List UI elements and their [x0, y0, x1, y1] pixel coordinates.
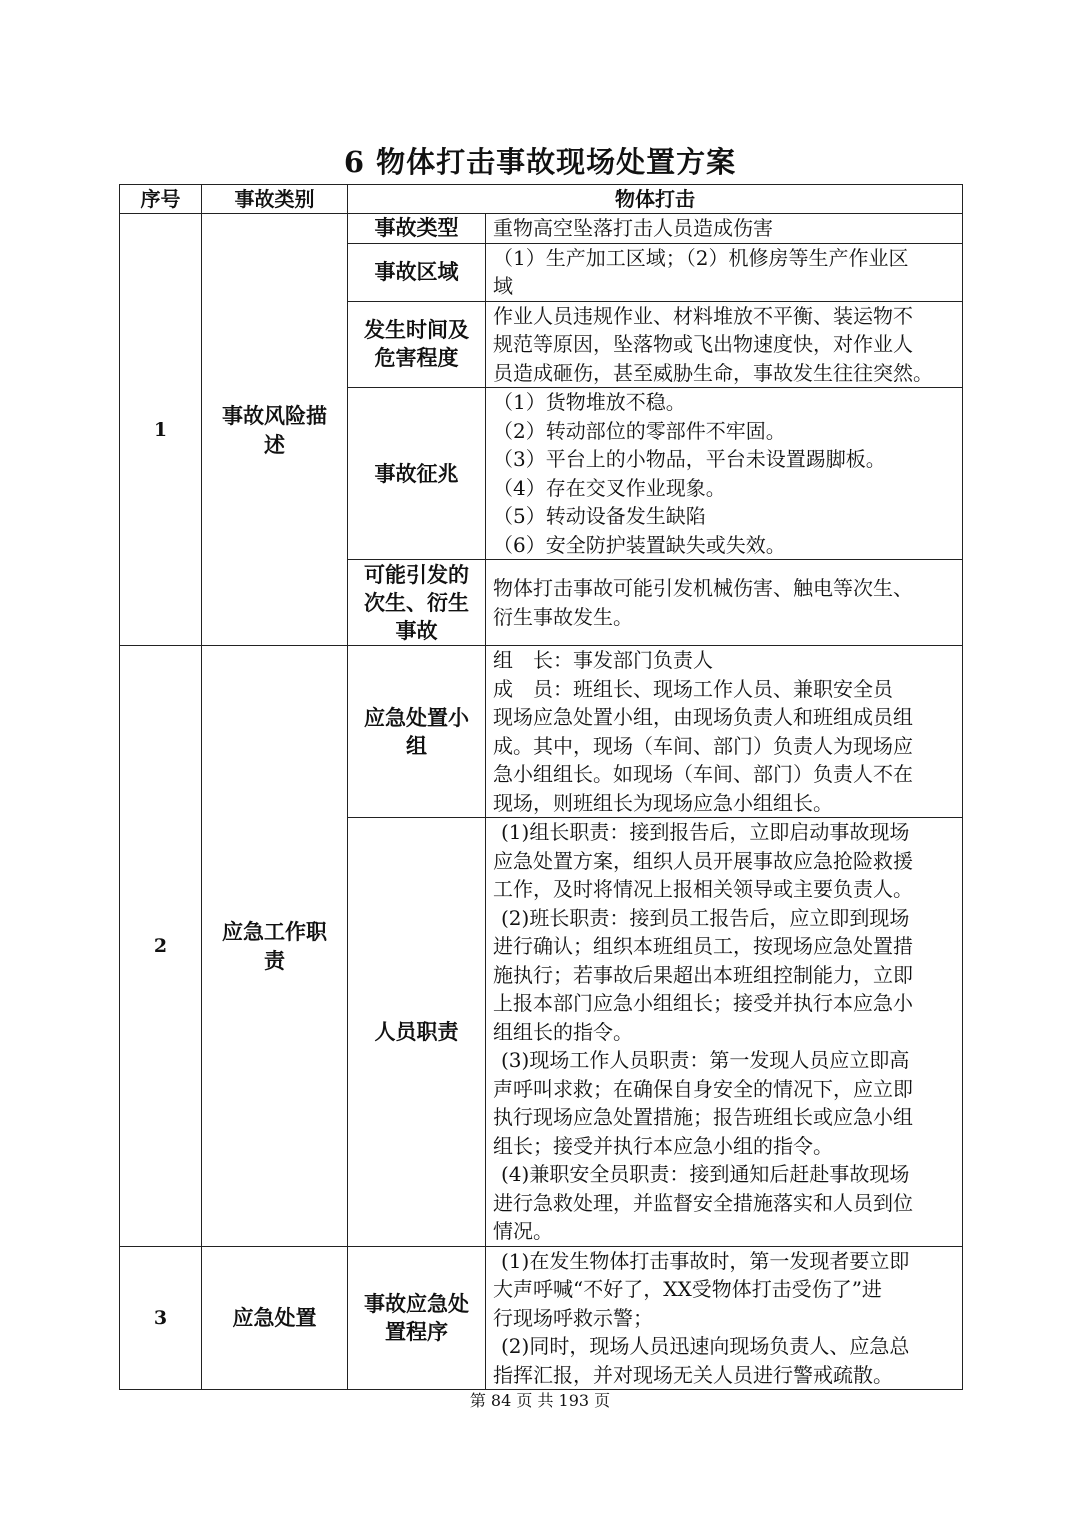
- content-line: 衍生事故发生。: [493, 604, 633, 629]
- page-footer: 第 84 页 共 193 页: [469, 1391, 611, 1410]
- content-line: (4)兼职安全员职责：接到通知后赶赴事故现场: [501, 1162, 910, 1186]
- section-category: 事故风险描述: [202, 214, 348, 646]
- section-category: 应急工作职责: [202, 646, 348, 1247]
- row-content: [486, 1246, 963, 1390]
- row-label: 发生时间及危害程度: [348, 301, 486, 388]
- content-line: 应急处置方案，组织人员开展事故应急抢险救援: [493, 848, 913, 873]
- content-line: 急小组组长。如现场（车间、部门）负责人不在: [493, 762, 913, 786]
- content-line: 组长；接受并执行本应急小组的指令。: [493, 1133, 833, 1158]
- row-content: [486, 818, 963, 1247]
- content-line: (1)在发生物体打击事故时，第一发现者要立即: [501, 1248, 910, 1273]
- content-line: 员造成砸伤，甚至威胁生命，事故发生往往突然。: [493, 360, 933, 385]
- content-line: 执行现场应急处置措施；报告班组长或应急小组: [493, 1105, 913, 1129]
- content-line: 组组长的指令。: [493, 1019, 633, 1044]
- content-line: 现场应急处置小组，由现场负责人和班组成员组: [493, 705, 913, 729]
- row-content: [486, 388, 963, 560]
- content-line: (2)班长职责：接到员工报告后，应立即到现场: [501, 905, 910, 930]
- content-line: 指挥汇报，并对现场无关人员进行警戒疏散。: [493, 1362, 893, 1387]
- content-line: 成。其中，现场（车间、部门）负责人为现场应: [493, 733, 913, 758]
- section-category: 应急处置: [202, 1246, 348, 1390]
- content-line: 行现场呼救示警；: [493, 1305, 653, 1330]
- content-line: （5）转动设备发生缺陷: [493, 504, 706, 528]
- row-label: 事故类型: [348, 214, 486, 244]
- content-line: 施执行；若事故后果超出本班组控制能力，立即: [493, 962, 913, 987]
- row-label: 人员职责: [348, 818, 486, 1247]
- table-row: [120, 214, 963, 244]
- header-accident-type: 物体打击: [348, 185, 963, 214]
- content-line: 物体打击事故可能引发机械伤害、触电等次生、: [493, 576, 913, 600]
- page-title: 6 物体打击事故现场处置方案: [343, 145, 737, 179]
- disposal-plan-table: [119, 184, 963, 1390]
- content-line: 组 长：事发部门负责人: [493, 648, 713, 672]
- content-line: （4）存在交叉作业现象。: [493, 475, 726, 500]
- content-line: 工作，及时将情况上报相关领导或主要负责人。: [493, 877, 913, 901]
- table-header-row: [120, 185, 963, 214]
- header-no: 序号: [120, 185, 202, 214]
- content-line: 进行确认；组织本班组员工，按现场应急处置措: [493, 934, 913, 958]
- row-content: [486, 243, 963, 301]
- row-label: 应急处置小组: [348, 646, 486, 818]
- content-line: 进行急救处理，并监督安全措施落实和人员到位: [493, 1190, 913, 1215]
- row-content: [486, 646, 963, 818]
- content-line: 情况。: [493, 1219, 553, 1243]
- content-line: 大声呼喊“不好了，XX受物体打击受伤了”进: [493, 1277, 882, 1301]
- content-line: （1）货物堆放不稳。: [493, 390, 686, 414]
- section-number: 2: [120, 646, 202, 1247]
- header-category: 事故类别: [202, 185, 348, 214]
- table-row: [120, 646, 963, 818]
- content-line: 成 员：班组长、现场工作人员、兼职安全员: [493, 676, 893, 701]
- section-number: 1: [120, 214, 202, 646]
- content-line: （6）安全防护装置缺失或失效。: [493, 532, 786, 557]
- row-label: 事故征兆: [348, 388, 486, 560]
- row-label: 事故区域: [348, 243, 486, 301]
- content-line: (1)组长职责：接到报告后，立即启动事故现场: [501, 820, 910, 844]
- content-line: 声呼叫求救；在确保自身安全的情况下，应立即: [493, 1076, 913, 1101]
- content-line: 规范等原因，坠落物或飞出物速度快，对作业人: [493, 332, 913, 356]
- table-row: [120, 1246, 963, 1390]
- content-line: 作业人员违规作业、材料堆放不平衡、装运物不: [493, 303, 913, 328]
- content-line: （1）生产加工区域；（2）机修房等生产作业区: [493, 245, 909, 270]
- content-line: 域: [493, 274, 513, 298]
- row-content: [486, 301, 963, 388]
- content-line: 上报本部门应急小组组长；接受并执行本应急小: [493, 991, 913, 1015]
- content-line: (3)现场工作人员职责：第一发现人员应立即高: [501, 1048, 910, 1072]
- content-line: (2)同时，现场人员迅速向现场负责人、应急总: [501, 1334, 910, 1358]
- row-content: [486, 214, 963, 244]
- row-content: [486, 560, 963, 646]
- content-line: 现场，则班组长为现场应急小组组长。: [493, 790, 833, 815]
- content-line: 重物高空坠落打击人员造成伤害: [493, 216, 773, 240]
- content-line: （3）平台上的小物品，平台未设置踢脚板。: [493, 447, 886, 471]
- content-line: （2）转动部位的零部件不牢固。: [493, 418, 786, 443]
- row-label: 事故应急处置程序: [348, 1246, 486, 1390]
- section-number: 3: [120, 1246, 202, 1390]
- row-label: 可能引发的次生、衍生事故: [348, 560, 486, 646]
